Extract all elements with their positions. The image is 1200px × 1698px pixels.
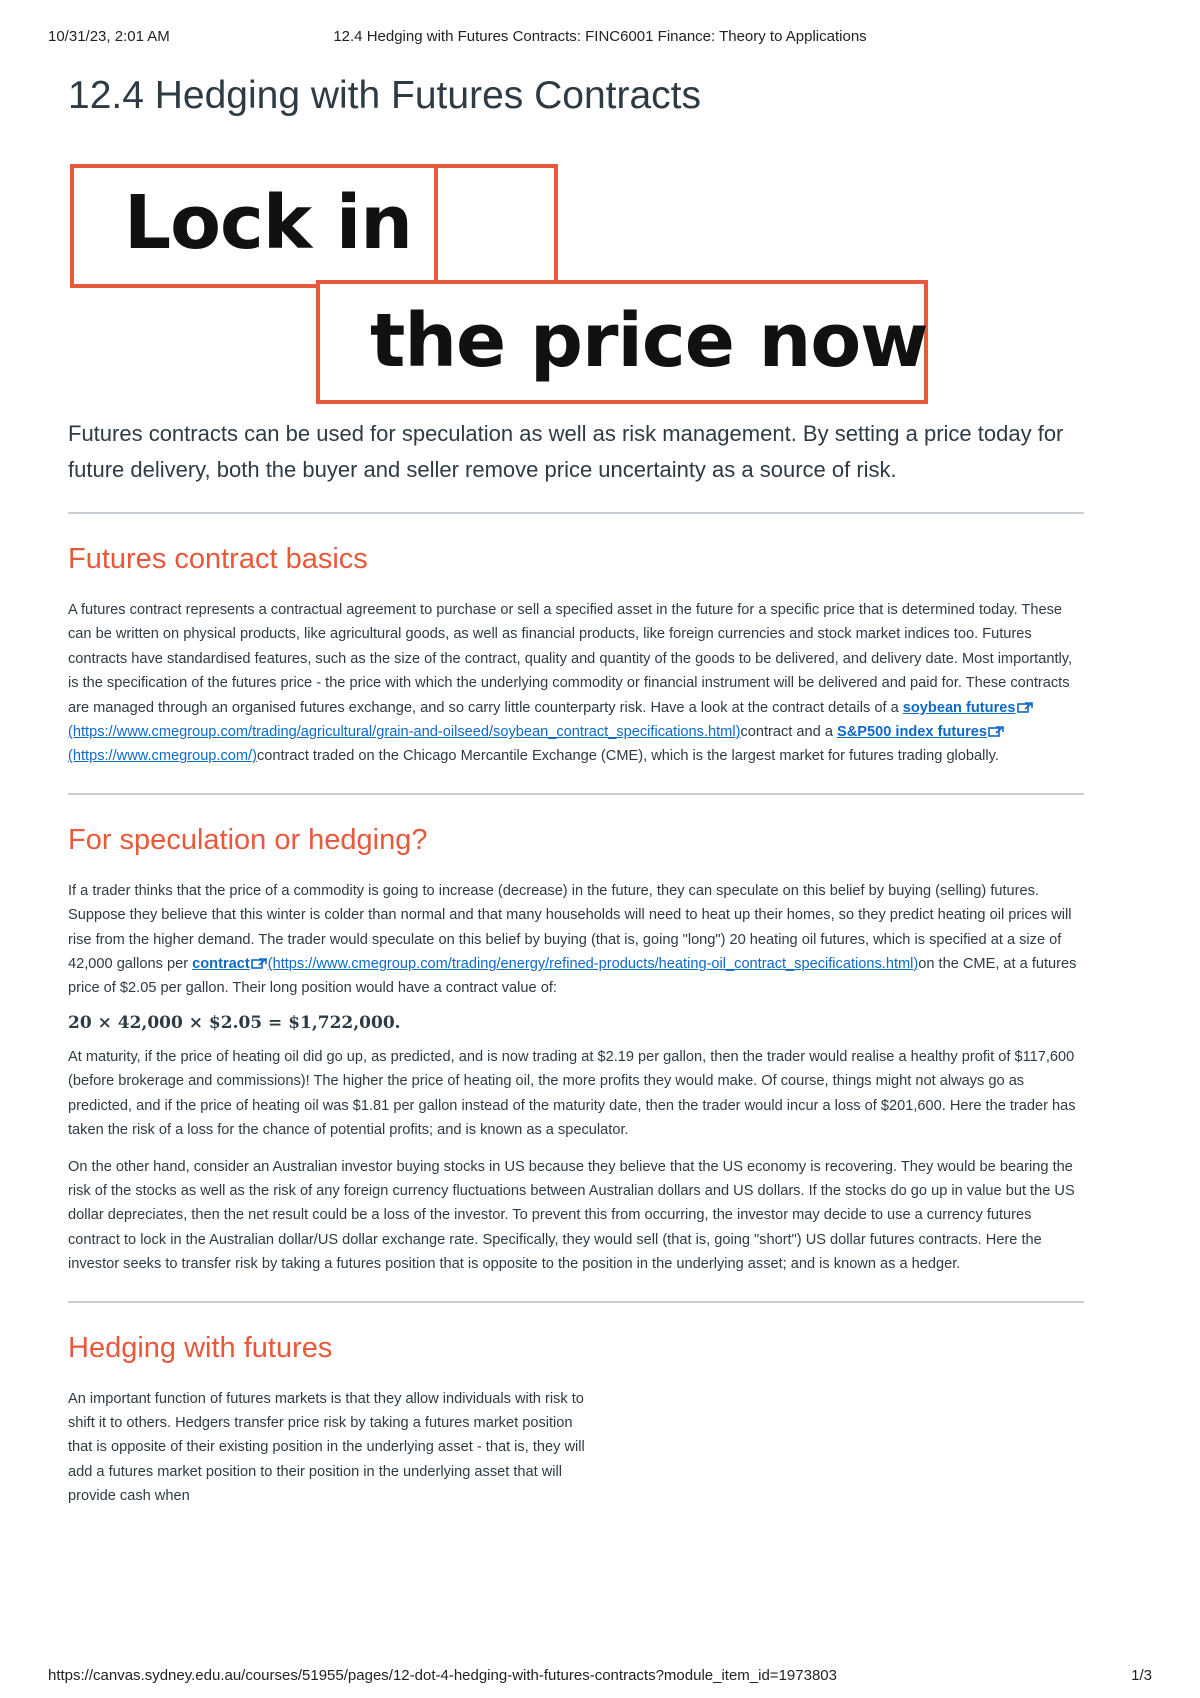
hedging-paragraph: An important function of futures markets is that they allow individuals with risk to shift it to others. Hedgers transfer price risk by taking a futures market position that is opposite of their existing position in the underlying asset - that is, they will add a futures market position to their position in the underlying asset that will provide cash when: [68, 1390, 585, 1505]
print-footer: [48, 1667, 1152, 1684]
basics-text-end: contract traded on the Chicago Mercantile Exchange (CME), which is the largest market for futures trading globally.: [256, 748, 999, 765]
heating-oil-contract-link[interactable]: contract: [192, 956, 250, 973]
divider: [68, 512, 1084, 514]
basics-text-mid: contract and a: [740, 724, 837, 741]
banner-box-square: [434, 164, 558, 288]
heading-speculation-or-hedging: For speculation or hedging?: [68, 823, 428, 856]
soybean-futures-url[interactable]: (https://www.cmegroup.com/trading/agricultural/grain-and-oilseed/soybean_contract_specifications.html): [68, 724, 741, 741]
sp500-futures-link[interactable]: S&P500 index futures: [837, 724, 988, 741]
banner-line-2: the price now: [370, 298, 928, 384]
sp500-futures-url[interactable]: (https://www.cmegroup.com/): [68, 748, 257, 765]
print-title: 12.4 Hedging with Futures Contracts: FINC6001 Finance: Theory to Applications: [333, 28, 867, 45]
external-link-icon: [251, 958, 267, 969]
speculation-text-end: on the CME, at a futures price of $2.05 per gallon. Their long position would have a contract value of:: [68, 956, 1077, 997]
divider: [68, 793, 1084, 795]
page-number: 1/3: [1131, 1667, 1152, 1684]
speculation-paragraph-2: At maturity, if the price of heating oil did go up, as predicted, and is now trading at $2.19 per gallon, then the trader would realise a healthy profit of $117,600 (before brokerage and commissions)! The higher the price of heating oil, the more profits they would make. Of course, things might not always go as predicted, and if the price of heating oil was $1.81 per gallon instead of the maturity date, then the trader would incur a loss of $201,600. Here the trader has taken the risk of a loss for the chance of potential profits; and is known as a speculator.: [68, 1048, 1076, 1139]
heading-hedging-with-futures: Hedging with futures: [68, 1331, 333, 1364]
speculation-paragraph-3: On the other hand, consider an Australian investor buying stocks in US because they believe that the US economy is recovering. They would be bearing the risk of the stocks as well as the risk of any foreign currency fluctuations between Australian dollars and US dollars. If the stocks do go up in value but the US dollar depreciates, then the net result could be a loss of the investor. To prevent this from occurring, the investor may decide to use a currency futures contract to lock in the Australian dollar/US dollar exchange rate. Specifically, they would sell (that is, going "short") US dollar futures contracts. Here the investor seeks to transfer risk by taking a futures position that is opposite to the position in the underlying asset; and is known as a hedger.: [68, 1158, 1075, 1273]
basics-text: A futures contract represents a contractual agreement to purchase or sell a specified asset in the future for a specific price that is determined today. These can be written on physical products, like agricultural goods, as well as financial products, like foreign currencies and stock market indices too. Futures contracts have standardised features, such as the size of the contract, quality and quantity of the goods to be delivered, and delivery date. Most importantly, is the specification of the futures price - the price with which the underlying commodity or financial instrument will be delivered and paid for. These contracts are managed through an organised futures exchange, and so carry little counterparty risk. Have a look at the contract details of a: [68, 602, 1073, 716]
lead-paragraph: Futures contracts can be used for speculation as well as risk management. By setting a price today for future delivery, both the buyer and seller remove price uncertainty as a source of risk.: [68, 421, 1064, 482]
print-datetime: 10/31/23, 2:01 AM: [48, 28, 170, 45]
print-url: https://canvas.sydney.edu.au/courses/51955/pages/12-dot-4-hedging-with-futures-contracts?module_item_id=1973803: [48, 1667, 837, 1684]
soybean-futures-link[interactable]: soybean futures: [902, 699, 1016, 716]
heating-oil-contract-url[interactable]: (https://www.cmegroup.com/trading/energy/refined-products/heating-oil_contract_specifications.html): [267, 956, 919, 973]
contract-value-formula: 20 × 42,000 × $2.05 = $1,722,000.: [68, 1012, 401, 1033]
heading-futures-basics: Futures contract basics: [68, 543, 368, 575]
speculation-text: If a trader thinks that the price of a commodity is going to increase (decrease) in the future, they can speculate on this belief by buying (selling) futures. Suppose they believe that this winter is colder than normal and that many households will need to heat up their homes, so they predict heating oil prices will rise from the higher demand. The trader would speculate on this belief by buying (that is, going "long") 20 heating oil futures, which is specified at a size of 42,000 gallons per: [68, 882, 1072, 973]
page-title: 12.4 Hedging with Futures Contracts: [68, 74, 701, 117]
banner-line-1: Lock in: [124, 180, 412, 266]
basics-paragraph: [68, 598, 1086, 769]
external-link-icon: [1017, 702, 1033, 713]
page-content: [68, 72, 1084, 1521]
speculation-paragraph-1: [68, 879, 1086, 1001]
lock-in-banner: [68, 164, 928, 404]
divider: [68, 1301, 1084, 1303]
external-link-icon: [988, 726, 1004, 737]
